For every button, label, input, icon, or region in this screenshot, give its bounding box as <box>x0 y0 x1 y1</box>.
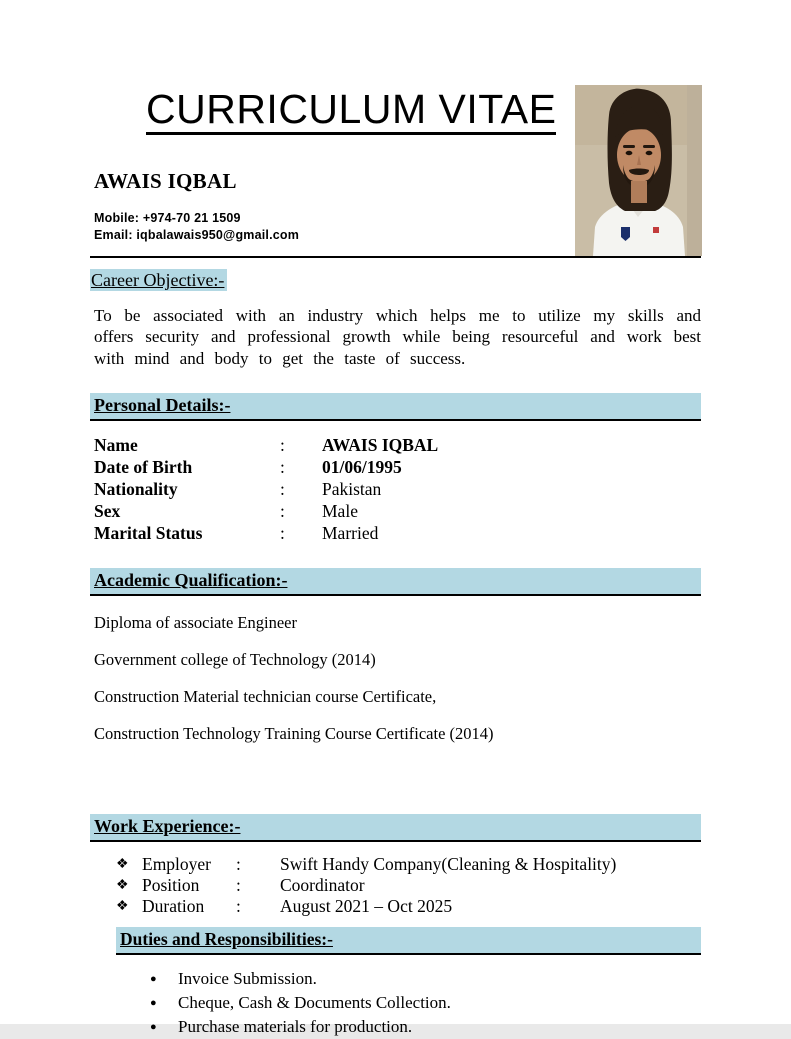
list-item: ● Cheque, Cash & Documents Collection. <box>150 991 701 1015</box>
list-item: ● Invoice Submission. <box>150 967 701 991</box>
contact-block <box>94 210 701 244</box>
list-item: Construction Technology Training Course Certificate (2014) <box>94 724 494 744</box>
round-bullet-icon: ● <box>150 1021 157 1034</box>
personal-details-table <box>94 435 701 544</box>
page-title: CURRICULUM VITAE <box>146 88 556 135</box>
mobile-line: Mobile: +974-70 21 1509 <box>94 211 241 226</box>
work-experience-list <box>90 854 701 917</box>
round-bullet-icon: ● <box>150 973 157 986</box>
person-name: AWAIS IQBAL <box>94 169 237 194</box>
spacer <box>90 744 701 790</box>
list-item: Government college of Technology (2014) <box>94 650 376 670</box>
diamond-bullet-icon: ❖ <box>116 857 129 873</box>
section-academic-qualification: Academic Qualification:- <box>90 568 701 596</box>
email-line: Email: iqbalawais950@gmail.com <box>94 227 300 242</box>
section-duties-responsibilities: Duties and Responsibilities:- <box>116 927 701 955</box>
diamond-bullet-icon: ❖ <box>116 899 129 915</box>
table-row: Nationality : Pakistan <box>94 479 382 500</box>
table-row: Name : AWAIS IQBAL <box>94 435 439 456</box>
header-divider <box>90 256 701 258</box>
diamond-bullet-icon: ❖ <box>116 878 129 894</box>
list-item: ● Purchase materials for production. <box>150 1015 701 1039</box>
duties-list <box>90 967 701 1039</box>
list-item: Diploma of associate Engineer <box>94 613 297 633</box>
title-row <box>146 88 701 135</box>
list-item: ❖ Position : Coordinator <box>116 875 365 896</box>
cv-content <box>90 88 701 1039</box>
career-objective-text: To be associated with an industry which helps me to utilize my skills and offers security and professional growth while being resourceful and work best with mind and body to get the taste of success. <box>94 305 701 368</box>
table-row: Sex : Male <box>94 501 358 522</box>
round-bullet-icon: ● <box>150 997 157 1010</box>
career-objective-heading: Career Objective:- <box>90 270 701 291</box>
list-item: ❖ Employer : Swift Handy Company(Cleaning & Hospitality) <box>116 854 617 875</box>
list-item: ❖ Duration : August 2021 – Oct 2025 <box>116 896 453 917</box>
table-row: Marital Status : Married <box>94 523 379 544</box>
table-row: Date of Birth : 01/06/1995 <box>94 457 402 478</box>
list-item: Construction Material technician course Certificate, <box>94 687 437 707</box>
section-personal-details: Personal Details:- <box>90 393 701 421</box>
section-work-experience: Work Experience:- <box>90 814 701 842</box>
